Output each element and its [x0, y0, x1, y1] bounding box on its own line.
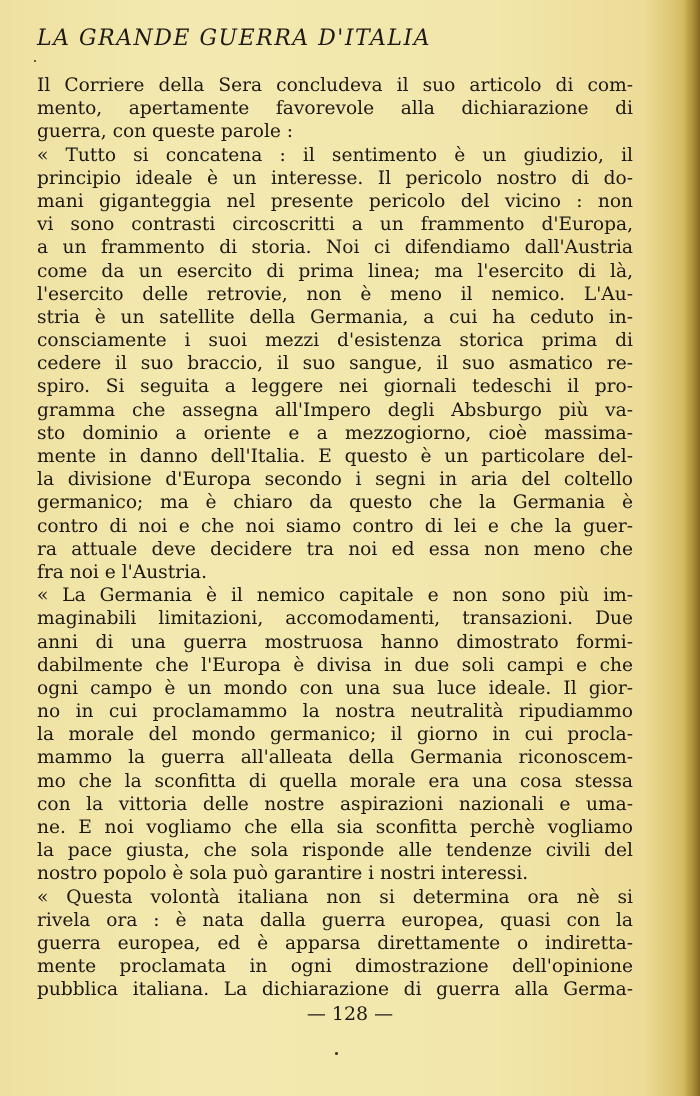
text-line: pubblica italiana. La dichiarazione di guerra alla Germa- — [37, 979, 633, 1001]
text-line: la morale del mondo germanico; il giorno in cui procla- — [37, 724, 633, 746]
text-line: anni di una guerra mostruosa hanno dimostrato formi- — [37, 631, 633, 653]
text-line: mo che la sconfitta di quella morale era una cosa stessa — [37, 770, 633, 792]
text-line: l'esercito delle retrovie, non è meno il nemico. L'Au- — [37, 283, 633, 305]
text-line: sto dominio a oriente e a mezzogiorno, cioè massima- — [37, 422, 633, 444]
text-line: la pace giusta, che sola risponde alle tendenze civili del — [37, 840, 633, 862]
text-line: gramma che assegna all'Impero degli Absburgo più va- — [37, 399, 633, 421]
page-number: — 128 — — [306, 1003, 394, 1025]
text-line: Il Corriere della Sera concludeva il suo articolo di com- — [37, 75, 633, 96]
text-line: come da un esercito di prima linea; ma l'esercito di là, — [37, 260, 633, 282]
text-line: no in cui proclamammo la nostra neutralità ripudiammo — [37, 701, 633, 723]
text-line: maginabili limitazioni, accomodamenti, transazioni. Due — [37, 608, 633, 630]
text-line: germanico; ma è chiaro da questo che la Germania è — [37, 492, 633, 514]
text-line: stria è un satellite della Germania, a cui ha ceduto in- — [37, 306, 633, 328]
ink-speck — [34, 60, 36, 62]
page-edge-shadow — [684, 0, 700, 1096]
text-line: consciamente i suoi mezzi d'esistenza storica prima di — [37, 330, 633, 352]
text-line: ra attuale deve decidere tra noi ed essa non meno che — [37, 538, 633, 560]
ink-speck — [335, 1052, 338, 1055]
text-line: guerra europea, ed è apparsa direttamente o indiretta- — [37, 932, 633, 954]
text-line: fra noi e l'Austria. — [37, 561, 208, 583]
text-line: mento, apertamente favorevole alla dichiarazione di — [37, 98, 633, 120]
text-line: ne. E noi vogliamo che ella sia sconfitta perchè vogliamo — [37, 817, 633, 838]
text-line: guerra, con queste parole : — [37, 121, 294, 143]
text-line: vi sono contrasti circoscritti a un frammento d'Europa, — [37, 214, 633, 236]
body-text — [37, 74, 633, 1002]
text-line: mente proclamata in ogni dimostrazione dell'opinione — [37, 956, 633, 978]
text-line: mani giganteggia nel presente pericolo del vicino : non — [37, 190, 633, 212]
text-line: mammo la guerra all'alleata della Germania riconoscem- — [37, 747, 633, 769]
text-line: rivela ora : è nata dalla guerra europea, quasi con la — [37, 909, 633, 931]
text-line: la divisione d'Europa secondo i segni in aria del coltello — [37, 469, 633, 491]
text-line: « La Germania è il nemico capitale e non sono più im- — [37, 585, 633, 607]
text-line: spiro. Si seguita a leggere nei giornali tedeschi il pro- — [37, 376, 633, 398]
text-line: dabilmente che l'Europa è divisa in due soli campi e che — [37, 654, 633, 676]
text-line: con la vittoria delle nostre aspirazioni nazionali e uma- — [37, 793, 633, 815]
text-line: cedere il suo braccio, il suo sangue, il suo asmatico re- — [37, 353, 633, 375]
text-line: principio ideale è un interesse. Il pericolo nostro di do- — [37, 167, 633, 189]
text-line: contro di noi e che noi siamo contro di lei e che la guer- — [37, 515, 633, 537]
text-line: « Tutto si concatena : il sentimento è un giudizio, il — [37, 144, 633, 166]
text-line: ogni campo è un mondo con una sua luce ideale. Il gior- — [37, 677, 633, 699]
text-line: nostro popolo è sola può garantire i nostri interessi. — [37, 863, 529, 885]
running-head: LA GRANDE GUERRA D'ITALIA — [37, 26, 432, 51]
text-line: « Questa volontà italiana non si determina ora nè si — [37, 886, 633, 908]
text-line: a un frammento di storia. Noi ci difendiamo dall'Austria — [37, 237, 633, 259]
text-line: mente in danno dell'Italia. E questo è un particolare del- — [37, 446, 633, 467]
